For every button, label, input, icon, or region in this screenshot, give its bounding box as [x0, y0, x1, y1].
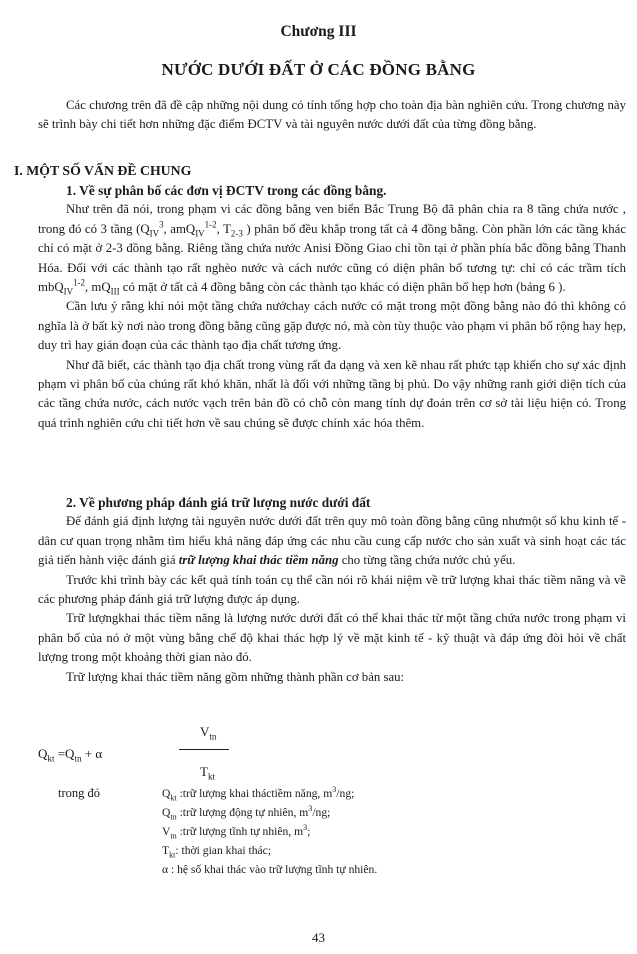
paragraph-note: Cần lưu ý rằng khi nói một tầng chứa nướchay cách nước có mặt trong một đồng bằng nào đó thì không có nghĩa là ở bất kỳ nơi nào trong đồng bằng cũng gặp được nó, mà còn tùy thuộc vào phạm vi phân bố rộng hay hẹp, duy trì hay gián đoạn của các thành tạo địa chất tương ứng. [38, 299, 626, 353]
section-heading-1: I. MỘT SỐ VẤN ĐỀ CHUNG [14, 163, 192, 178]
definitions-list [162, 784, 377, 879]
subsection-heading-2: 2. Về phương pháp đánh giá trữ lượng nước dưới đất [66, 495, 371, 510]
intro-text: Các chương trên đã đề cập những nội dung có tính tổng hợp cho toàn địa bàn nghiên cứu. Trong chương này sẽ trình bày chi tiết hơn những đặc điểm ĐCTV và tài nguyên nước dưới đất của từng đồng bằng. [38, 98, 626, 132]
paragraph-method: Để đánh giá định lượng tài nguyên nước dưới đất trên quy mô toàn đồng bằng cũng nhưmột số khu kinh tế - dân cư quan trọng nhằm tìm hiểu khả năng đáp ứng các nhu cầu cung cấp nước cho sản xuất và sinh hoạt các tác giả tiến hành việc đánh giá trữ lượng khai thác tiềm năng cho từng tầng chứa nước chủ yếu. [38, 514, 626, 568]
page-number: 43 [312, 930, 325, 945]
section-2-body [38, 493, 626, 687]
definition-item: $Q_{kt}$ :trữ lượng khai tháctiềm năng, $m^3/ng$; [162, 785, 355, 803]
subsection-heading-1: 1. Về sự phân bố các đơn vị ĐCTV trong các đồng bằng. [66, 183, 387, 198]
paragraph-concept: Trước khi trình bày các kết quả tính toán cụ thể cần nói rõ khái niệm về trữ lượng khai thác tiềm năng và về các phương pháp đánh giá trữ lượng được áp dụng. [38, 572, 626, 607]
formula-lhs: $Q_{kt} =Q_{tn} + \alpha$ [38, 746, 103, 764]
definition-item: $T_{kt}$: thời gian khai thác; [162, 844, 272, 860]
definition-item: $Q_{tn}$ :trữ lượng động tự nhiên, $m^3/ng$; [162, 804, 331, 822]
paragraph-geology: Như đã biết, các thành tạo địa chất trong vùng rất đa dạng và xen kẽ nhau rất phức tạp khiến cho sự xác định phạm vi phân bố của chúng rất khó khăn, nhất là đối với những tầng bị phủ. Do vậy những ranh giới diện tích của các tầng chứa nước, cách nước vạch trên bản đồ có chỗ còn mang tính dự đoán trên cơ sở tài liệu hiện có. Trong quá trình nghiên cứu chi tiết hơn về sau chúng sẽ được chính xác hóa thêm. [38, 357, 626, 430]
definition-item: $V_{tn}$ :trữ lượng tĩnh tự nhiên, $m^3$; [162, 823, 311, 841]
fraction-bar [179, 749, 229, 750]
chapter-heading: Chương III [280, 23, 357, 40]
emphasis-term: trữ lượng khai thác tiềm năng [178, 553, 339, 568]
definition-item: α : hệ số khai thác vào trữ lượng tĩnh tự nhiên. [162, 863, 378, 876]
chapter-title: NƯỚC DƯỚI ĐẤT Ở CÁC ĐỒNG BẰNG [161, 60, 476, 79]
paragraph-distribution: Như trên đã nói, trong phạm vi các đồng bằng ven biển Bắc Trung Bộ đã phân chia ra 8 tầng chứa nước , trong đó có 3 tầng ($Q_{IV}^3$, amQ$_{IV}^{1-2}$, $T_{2-3}$ ) phân bố đều khắp trong tất cả 4 đồng bằng. Còn phần lớn các tầng khác chỉ có mặt ở 2-3 đồng bằng. Riêng tầng chứa nước Anisi Đồng Giao chỉ tồn tại ở phần phía bắc đồng bằng Thanh Hóa. Đối với các thành tạo rất nghèo nước và cách nước cũng có diện phân bố tương tự: chỉ có các trầm tích mbQ$_{IV}^{1-2}$, $mQ_{III}$ có mặt ở tất cả 4 đồng bằng còn các thành tạo khác có diện phân bố hẹp hơn (bảng 6 ). [38, 202, 626, 297]
intro-paragraph [38, 96, 626, 135]
formula-numerator: $V_{tn}$ [200, 724, 217, 742]
formula-denominator: $T_{kt}$ [200, 764, 216, 782]
definitions-label: trong đó [58, 786, 101, 800]
reserve-formula [38, 722, 338, 782]
section-1-body [38, 181, 626, 433]
paragraph-components: Trữ lượng khai thác tiềm năng gồm những thành phần cơ bản sau: [66, 669, 405, 684]
paragraph-definition: Trữ lượngkhai thác tiềm năng là lượng nước dưới đất có thể khai thác từ một tầng chứa nước trong phạm vi phân bố của nó ở một vùng bằng chế độ khai thác hợp lý về mặt kinh tế - kỹ thuật và đáp ứng đòi hỏi về chất lượng trong một khoảng thời gian nào đó. [38, 611, 626, 665]
